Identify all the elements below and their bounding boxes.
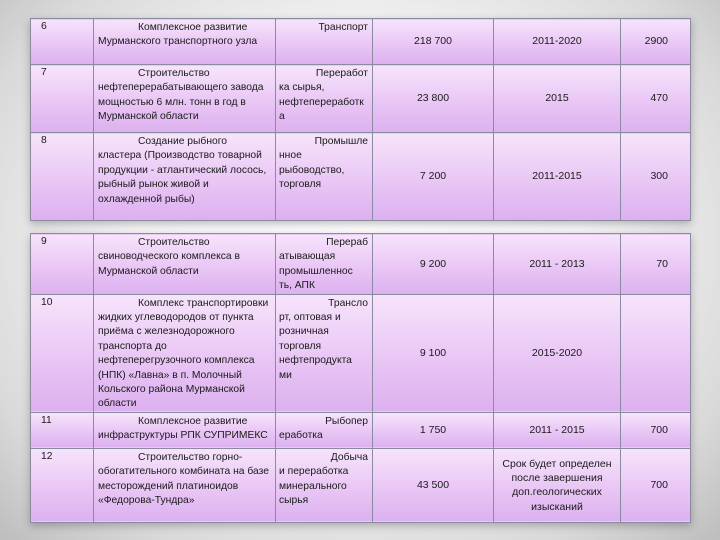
project-category: Перераб атывающая промышленнос ть, АПК bbox=[276, 234, 373, 295]
project-amount: 470 bbox=[621, 65, 691, 133]
project-value: 1 750 bbox=[373, 412, 494, 448]
table-row bbox=[31, 19, 691, 65]
project-amount: 70 bbox=[621, 234, 691, 295]
projects-table-top bbox=[30, 18, 691, 221]
table-row bbox=[31, 294, 691, 412]
project-name: Комплексное развитие Мурманского транспортного узла bbox=[94, 19, 276, 65]
project-category: Добыча и переработка минерального сырья bbox=[276, 448, 373, 522]
project-value: 43 500 bbox=[373, 448, 494, 522]
project-name: Комплексное развитие инфраструктуры РПК СУПРИМЕКС bbox=[94, 412, 276, 448]
table-row bbox=[31, 412, 691, 448]
project-period: 2011 - 2015 bbox=[494, 412, 621, 448]
project-category: Рыбопер еработка bbox=[276, 412, 373, 448]
project-period: 2015-2020 bbox=[494, 294, 621, 412]
project-amount: 300 bbox=[621, 133, 691, 221]
project-period: 2011 - 2013 bbox=[494, 234, 621, 295]
project-name: Создание рыбного кластера (Производство товарной продукции - атлантический лосось, рыбный рынок живой и охлажденной рыбы) bbox=[94, 133, 276, 221]
project-category: Переработ ка сырья, нефтепереработк а bbox=[276, 65, 373, 133]
row-number: 10 bbox=[31, 294, 94, 412]
project-category: Промышле нное рыбоводство, торговля bbox=[276, 133, 373, 221]
row-number: 12 bbox=[31, 448, 94, 522]
project-name: Строительство горно-обогатительного комбината на базе месторождений платиноидов «Федорова-Тундра» bbox=[94, 448, 276, 522]
project-value: 218 700 bbox=[373, 19, 494, 65]
project-amount: 700 bbox=[621, 448, 691, 522]
project-name: Строительство нефтеперерабатывающего завода мощностью 6 млн. тонн в год в Мурманской области bbox=[94, 65, 276, 133]
project-value: 7 200 bbox=[373, 133, 494, 221]
row-number: 8 bbox=[31, 133, 94, 221]
project-amount bbox=[621, 294, 691, 412]
project-value: 9 100 bbox=[373, 294, 494, 412]
table-row bbox=[31, 133, 691, 221]
projects-table-bottom bbox=[30, 233, 691, 523]
row-number: 6 bbox=[31, 19, 94, 65]
project-name: Комплекс транспортировки жидких углеводородов от пункта приёма с железнодорожного транспорта до нефтеперегрузочного комплекса (НПК) «Лавна» в п. Молочный Кольского района Мурманской области bbox=[94, 294, 276, 412]
project-period: 2015 bbox=[494, 65, 621, 133]
project-period: 2011-2020 bbox=[494, 19, 621, 65]
table-row bbox=[31, 234, 691, 295]
project-category: Трансло рт, оптовая и розничная торговля нефтепродукта ми bbox=[276, 294, 373, 412]
project-value: 9 200 bbox=[373, 234, 494, 295]
project-amount: 700 bbox=[621, 412, 691, 448]
project-name: Строительство свиноводческого комплекса в Мурманской области bbox=[94, 234, 276, 295]
row-number: 7 bbox=[31, 65, 94, 133]
table-row bbox=[31, 448, 691, 522]
project-period: Срок будет определен после завершения доп.геологических изысканий bbox=[494, 448, 621, 522]
project-amount: 2900 bbox=[621, 19, 691, 65]
row-number: 9 bbox=[31, 234, 94, 295]
row-number: 11 bbox=[31, 412, 94, 448]
project-value: 23 800 bbox=[373, 65, 494, 133]
project-period: 2011-2015 bbox=[494, 133, 621, 221]
table-row bbox=[31, 65, 691, 133]
project-category: Транспорт bbox=[276, 19, 373, 65]
